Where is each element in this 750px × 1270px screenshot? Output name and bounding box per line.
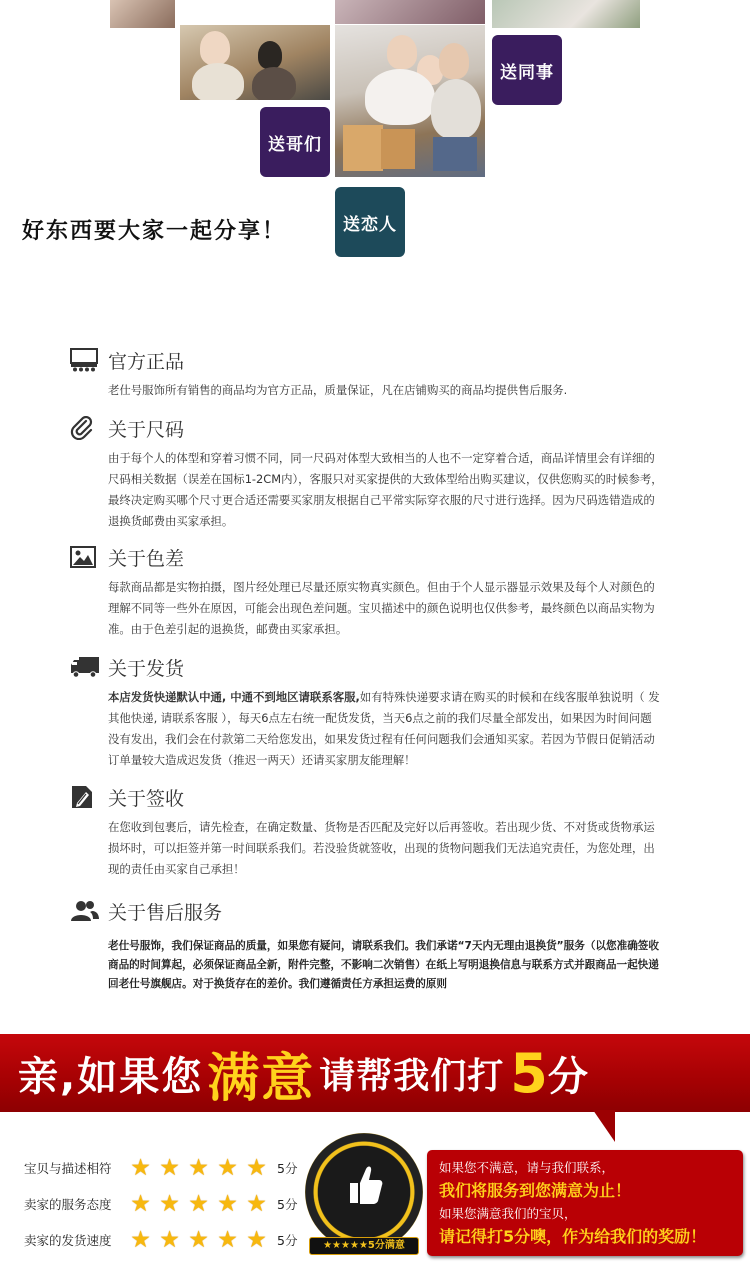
star-icon: ★ <box>217 1155 238 1181</box>
section-authentic <box>70 346 670 401</box>
star-icon: ★ <box>188 1191 209 1217</box>
share-tile-lover[interactable]: 送恋人 <box>335 187 405 257</box>
message-line-3: 如果您满意我们的宝贝， <box>439 1206 577 1221</box>
section-body: 老仕号服饰所有销售的商品均为官方正品，质量保证，凡在店铺购买的商品均提供售后服务. <box>108 383 568 397</box>
star-icon: ★ <box>130 1191 151 1217</box>
rating-score: 5分 <box>277 1197 298 1212</box>
rating-label: 卖家的发货速度 <box>24 1233 112 1248</box>
photo-couple-top-left <box>110 0 175 28</box>
shipping-default-courier-note: 本店发货快递默认中通, 中通不到地区请联系客服, <box>108 690 360 704</box>
photo-father-child <box>180 25 330 100</box>
storefront-icon <box>70 347 100 373</box>
sign-document-icon <box>70 784 100 810</box>
star-icon: ★ <box>188 1155 209 1181</box>
section-title: 关于色差 <box>108 547 185 570</box>
shipping-details: 如有特殊快递要求请在购买的时候和在线客服单独说明（ 发其他快递, 请联系客服 ），每天6点左右统一配货发货，当天6点之前的我们尽量全部发出，如果因为时间问题没有发出，我们会在付款第二天给您发出，如果发货过程有任何问题我们会通知买家。若因为节假日促销活动订单量较大造成迟发货（推迟一两天）还请买家朋友能理解！ <box>108 690 660 767</box>
message-line-1: 如果您不满意，请与我们联系， <box>439 1160 615 1175</box>
star-rating <box>126 1155 271 1181</box>
star-icon: ★ <box>130 1227 151 1253</box>
picture-icon <box>70 544 100 570</box>
photo-couple-top-center <box>335 0 485 24</box>
star-icon: ★ <box>246 1191 267 1217</box>
section-body: 在您收到包裹后，请先检查，在确定数量、货物是否匹配及完好以后再签收。若出现少货、不对货或货物承运损坏时，可以拒签并第一时间联系我们。若没验货就签收，出现的货物问题我们无法追究责任，为您处理，出现的责任由买家自己承担！ <box>108 820 655 876</box>
rating-row-shipping-speed <box>24 1222 304 1258</box>
section-shipping <box>70 653 670 771</box>
section-title: 关于签收 <box>108 787 185 810</box>
banner-text-3: 分 <box>547 1053 588 1100</box>
rating-score: 5分 <box>277 1161 298 1176</box>
banner-text-2: 请帮我们打 <box>319 1055 505 1097</box>
share-tile-bro[interactable]: 送哥们 <box>260 107 330 177</box>
photo-couple-top-right <box>492 0 640 28</box>
rating-request-banner <box>0 1034 750 1112</box>
star-icon: ★ <box>130 1155 151 1181</box>
rating-score: 5分 <box>277 1233 298 1248</box>
rating-row-service <box>24 1186 304 1222</box>
section-body <box>108 687 663 771</box>
star-icon: ★ <box>188 1227 209 1253</box>
users-icon <box>70 898 100 924</box>
seal-label: ★★★★★5分满意 <box>309 1237 419 1255</box>
delivery-truck-icon <box>70 654 100 680</box>
section-color <box>70 543 670 640</box>
section-size <box>70 414 670 532</box>
star-icon: ★ <box>159 1227 180 1253</box>
paperclip-icon <box>70 415 100 441</box>
share-tile-coworker[interactable]: 送同事 <box>492 35 562 105</box>
section-aftersales <box>70 897 670 994</box>
star-icon: ★ <box>159 1191 180 1217</box>
section-body: 每款商品都是实物拍摄，图片经处理已尽量还原实物真实颜色。但由于个人显示器显示效果及每个人对颜色的理解不同等一些外在原因，可能会出现色差问题。宝贝描述中的颜色说明也仅供参考，最终颜色以商品实物为准。由于色差引起的退换货，邮费由买家承担。 <box>108 580 655 636</box>
rating-list <box>24 1150 304 1258</box>
star-rating <box>126 1227 271 1253</box>
star-icon: ★ <box>246 1227 267 1253</box>
share-slogan: 好东西要大家一起分享！ <box>22 219 287 244</box>
banner-text-satisfied: 满意 <box>207 1048 316 1109</box>
section-title: 关于发货 <box>108 657 185 680</box>
star-icon: ★ <box>217 1191 238 1217</box>
message-line-2: 我们将服务到您满意为止！ <box>439 1181 632 1200</box>
banner-text-1: 亲,如果您 <box>18 1053 204 1100</box>
share-collage <box>0 0 750 300</box>
section-title: 关于售后服务 <box>108 901 223 924</box>
photo-family-shopping <box>335 25 485 177</box>
section-title: 官方正品 <box>108 350 185 373</box>
thumbs-up-icon <box>344 1163 384 1207</box>
star-icon: ★ <box>217 1227 238 1253</box>
satisfaction-message-box <box>427 1150 743 1256</box>
star-rating <box>126 1191 271 1217</box>
star-icon: ★ <box>246 1155 267 1181</box>
rating-label: 卖家的服务态度 <box>24 1197 112 1212</box>
section-body: 老仕号服饰，我们保证商品的质量，如果您有疑问，请联系我们。我们承诺“7天内无理由退换货”服务（以您准确签收商品的时间算起，必须保证商品全新，附件完整，不影响二次销售）在纸上写明退换信息与联系方式并跟商品一起快递回老仕号旗舰店。对于换货存在的差价。我们遵循责任方承担运费的原则 <box>108 940 659 990</box>
section-title: 关于尺码 <box>108 418 185 441</box>
banner-pointer <box>593 1110 615 1142</box>
rating-label: 宝贝与描述相符 <box>24 1161 112 1176</box>
section-signing <box>70 783 670 880</box>
banner-text-five: 5 <box>510 1041 548 1105</box>
star-icon: ★ <box>159 1155 180 1181</box>
rating-row-description <box>24 1150 304 1186</box>
satisfaction-seal <box>305 1133 423 1263</box>
message-line-4: 请记得打5分噢，作为给我们的奖励！ <box>439 1227 707 1246</box>
section-body: 由于每个人的体型和穿着习惯不同，同一尺码对体型大致相当的人也不一定穿着合适，商品详情里会有详细的尺码相关数据（误差在国标1-2CM内），客服只对买家提供的大致体型给出购买建议，仅供您购买的时候参考，最终决定购买哪个尺寸更合适还需要买家朋友根据自己平常实际穿衣服的尺寸进行选择。因为尺码选错造成的退换货邮费由买家承担。 <box>108 451 663 528</box>
